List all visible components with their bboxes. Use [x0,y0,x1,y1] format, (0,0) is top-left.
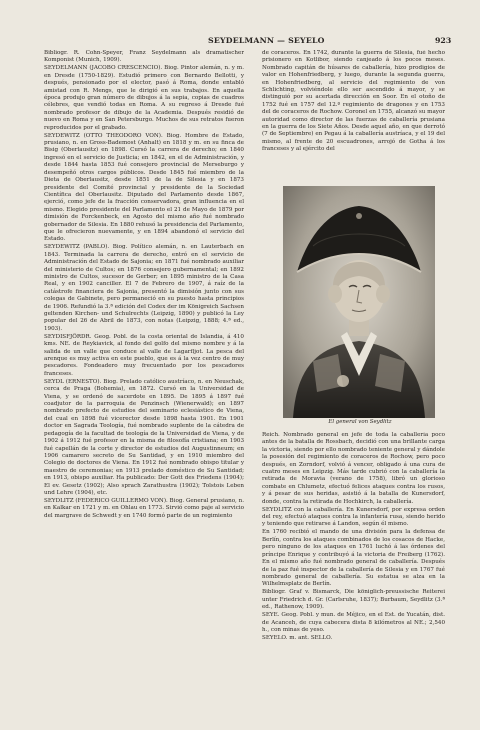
right-column-bottom [262,432,445,702]
entry-seydlitz-career: Reich. Nombrado general en jefe de toda la caballería poco antes de la batalla de Rossbach, decidió con una brillante carga la victoria, siendo por ello nombrado teniente general y dándole la posesión del regimiento de coraceros de Rochow, pero poco después, en Zorndorf, volvió á vencer, obligado á una cura de cuatro meses en Leipzig. Más tarde cubrió con la caballería la retirada de Moravia (verano de 1758), libró un glorioso combate en Chlumetz, efectuó felices ataques contra los rusos, y á pesar de sus heridas, asistió á la batalla de Kunersdorf, donde, contra la retirada de Hochkirch, la caballería. [262,432,445,505]
entry-seydewitz-pablo: SEYDEWITZ (PABLO). Biog. Político alemán, n. en Lauterbach en 1843. Terminada la carrera de derecho, entró en el servicio de Administración del Estado de Sajonia; en 1871 fué nombrado auxiliar del ministerio de Cultos; en 1876 consejero gubernamental; en 1892 ministro de Cultos, sucesor de Gerber; en 1895 ministro de la Casa Real, y en 1902 canciller. El 7 de Febrero de 1907, á raíz de la catástrofe financiera de Sajonia, presentó la dimisión junto con sus colegas de Gabinete, pero permaneció en su puesto hasta principios de 1906. Refundió la 3.ª edición del Codex der im Königreich Sachsen geltenden Kirchen- und Schulrechts (Leipzig, 1890) y publicó la Ley popular del 26 de Abril de 1873, con notas (Leipzig, 1888; 4.ª ed., 1903). [44,244,244,332]
running-header [0,36,480,48]
page-number: 923 [435,36,452,45]
entry-seydl-ernesto: SEYDL (ERNESTO). Biog. Prelado católico austríaco, n. en Neuschak, cerca de Praga (Bohemia), en 1872. Cursó en la Universidad de Viena, y se ordenó de sacerdote en 1895. De 1895 á 1897 fué coadjutor de la parroquia de Penzinsch (Wienerwald); en 1897 nombrado prefecto de estudios del seminario eclesiástico de Viena, del cual en 1898 fué vicerector desde 1898 hasta 1901. En 1901 doctor en Sagrada Teología, fué nombrado suplente de la cátedra de pedagogía de la facultad de teología de la Universidad de Viena, y de 1902 á 1912 fué profesor en la misma de filosofía cristiana; en 1903 fué capellán de la corte y director de estudios del Augustinneum; en 1906 camarero secreto de Su Santidad, y en 1910 miembro del Colegio de doctores de Viena. En 1912 fué nombrado obispo titular y maestro de ceremonias; en 1913 prelado doméstico de Su Santidad; en 1913, obispo auxiliar. Ha publicado: Der Gott des Friedens (1904); El ev. Gesetz (1902); Also sprach Zarathustra (1902); Tolstois Leben und Lehre (1904), etc. [44,378,244,496]
entry-seyelo: SEYELO. m. ant. SELLO. [262,634,333,641]
entry-seye: SEYE. Geog. Pobl. y mun. de Méjico, en el Est. de Yucatán, dist. de Acanceh, de cuya cabecera dista 8 kilómetros al NE.; 2,540 h., con minas de yeso. [262,612,445,633]
portrait-image [283,186,435,418]
header-title: SEYDELMANN — SEYELO [208,36,325,45]
portrait-engraving [283,186,435,418]
figure-caption: El general von Seydlitz [328,419,392,425]
entry-seydelmann-jacobo: SEYDELMANN (JACOBO CRESCENCIO). Biog. Pintor alemán, n. y m. en Dresde (1750-1829). Estudió primero con Bernardo Bellotti, y después, pensionado por el elector, pasó á Roma, donde entabló amistad con R. Mengs, que le dirigió en sus trabajos. En aquella época produjo gran número de dibujos á la sepia, copias de cuadros célebres, que vendió todas en Roma. A su regreso á Dresde fué nombrado profesor de dibujo de la Academia. Después residió de nuevo en Roma y en San Petersburgo. Muchos de sus retratos fueron reproducidos por el grabado. [44,65,244,131]
entry-bibliography-seydelmann: Bibliogr. R. Cohn-Speyer, Franz Seydelmann als dramatischer Komponist (Munich, 1909). [44,50,244,64]
entry-seydlitz-later: En 1760 recibió el mando de una división para la defensa de Berlín, contra los ataques combinados de los cosacos de Hacke, pero ninguno de los ataques en 1761 luchó á las órdenes del príncipe Enrique y contribuyó á la victoria de Freiberg (1762). En el mismo año fué nombrado general de caballería. Después de la paz fué inspector de la caballería de Silesia y en 1767 fué nombrado general de caballería. Su estatua se alza en la Wilhelmsplatz de Berlín. [262,529,445,588]
left-column [44,50,244,701]
entry-seydisfjordr: SEYDISFJÖRDR. Geog. Pobl. de la costa oriental de Islandia, á 410 kms. NE. de Reykiavick, al fondo del golfo del mismo nombre y á la salida de un valle que conduce al valle de Lagarfljot. La pesca del arenque es muy activa en este pueblo, que es á la vez centro de muy pescadores. Fondeadero muy frecuentado por los pescadores franceses. [44,333,244,377]
entry-seydlitz-start: SEYDLITZ (FEDERICO GUILLERMO VON). Biog. General prusiano, n. en Kalkar en 1721 y m. en Ohlau en 1773. Sirvió como paje al servicio del margrave de Schwedt y en 1740 formó parte de un regimiento [44,497,244,519]
entry-bibliography-seydlitz: Bibliogr. Graf v. Bismarck, Die königlich-preussische Reiterei unter Friedrich d. Gr. (Carlsruhe, 1837); Burbaum, Seydlitz (3.ª ed., Rathenow, 1909). [262,589,445,611]
entry-seydlitz-continued: de coraceros. En 1742, durante la guerra de Silesia, fué hecho prisionero en Kotlibor, siendo canjeado á los pocos meses. Nombrado capitán de húsares de caballería, hizo prodigios de valor en Hohenfriedberg, y luego, durante la segunda guerra, en Hohenfriedberg, al servicio del regimiento de von Schlichting, volviéndole ello ser ascendido á mayor, y se distinguió por su acertada dirección en Soor. En el otoño de 1752 fué en 1757 del 12.º regimiento de dragones y en 1753 del de coraceros de Rochow. Coronel en 1755, alcanzó su mayor autoridad como director de las fuerzas de caballería prusiana en la guerra de los Siete Años. Desde aquel año, en que derrotó (7 de Septiembre) en Pegau á la caballería austríaca, y el 19 del mismo, al frente de 20 escuadrones, arrojó de Gotha á los franceses y al ejército del [262,50,445,153]
entry-seydlitz-kunersdorf: SEYDLITZ con la caballería. En Kunersdorf, por expresa orden del rey, efectuó ataques contra la infantería rusa, siendo herido y teniendo que retirarse á Landon, según él mismo. [262,506,445,528]
entry-seydewitz-otto: SEYDEWITZ (OTTO THEODORO VON). Biog. Hombre de Estado, prusiano, n. en Gross-Bademost (Anhalt) en 1818 y m. en su finca de Bisig (Oberlausitz) en 1898. Cursó la carrera de derecho; en 1840 ingresó en el servicio de Justicia; en 1842, en el de Administración, y desde 1844 hasta 1853 fué consejero provincial de Merseburgo y desempeñó otros cargos públicos. Desde 1845 fué miembro de la Dieta de Oberlausitz, desde 1851 de la de Silesia y en 1873 presidente del Comité provincial y presidente de la Sociedad Científica del Oberlausitz. Diputado del Parlamento desde 1867, ejerció, como jefe de la fracción conservadora, gran influencia en el mismo. Elegido presidente del Parlamento el 21 de Mayo de 1879 por dimisión de Forckenbeck, en Agosto del mismo año fué nombrado gobernador de Silesia. En 1880 rehusó la presidencia del Parlamento, que le ofrecieron nuevamente, y en 1894 abandonó el servicio del Estado. [44,132,244,243]
right-column-top [262,50,445,184]
